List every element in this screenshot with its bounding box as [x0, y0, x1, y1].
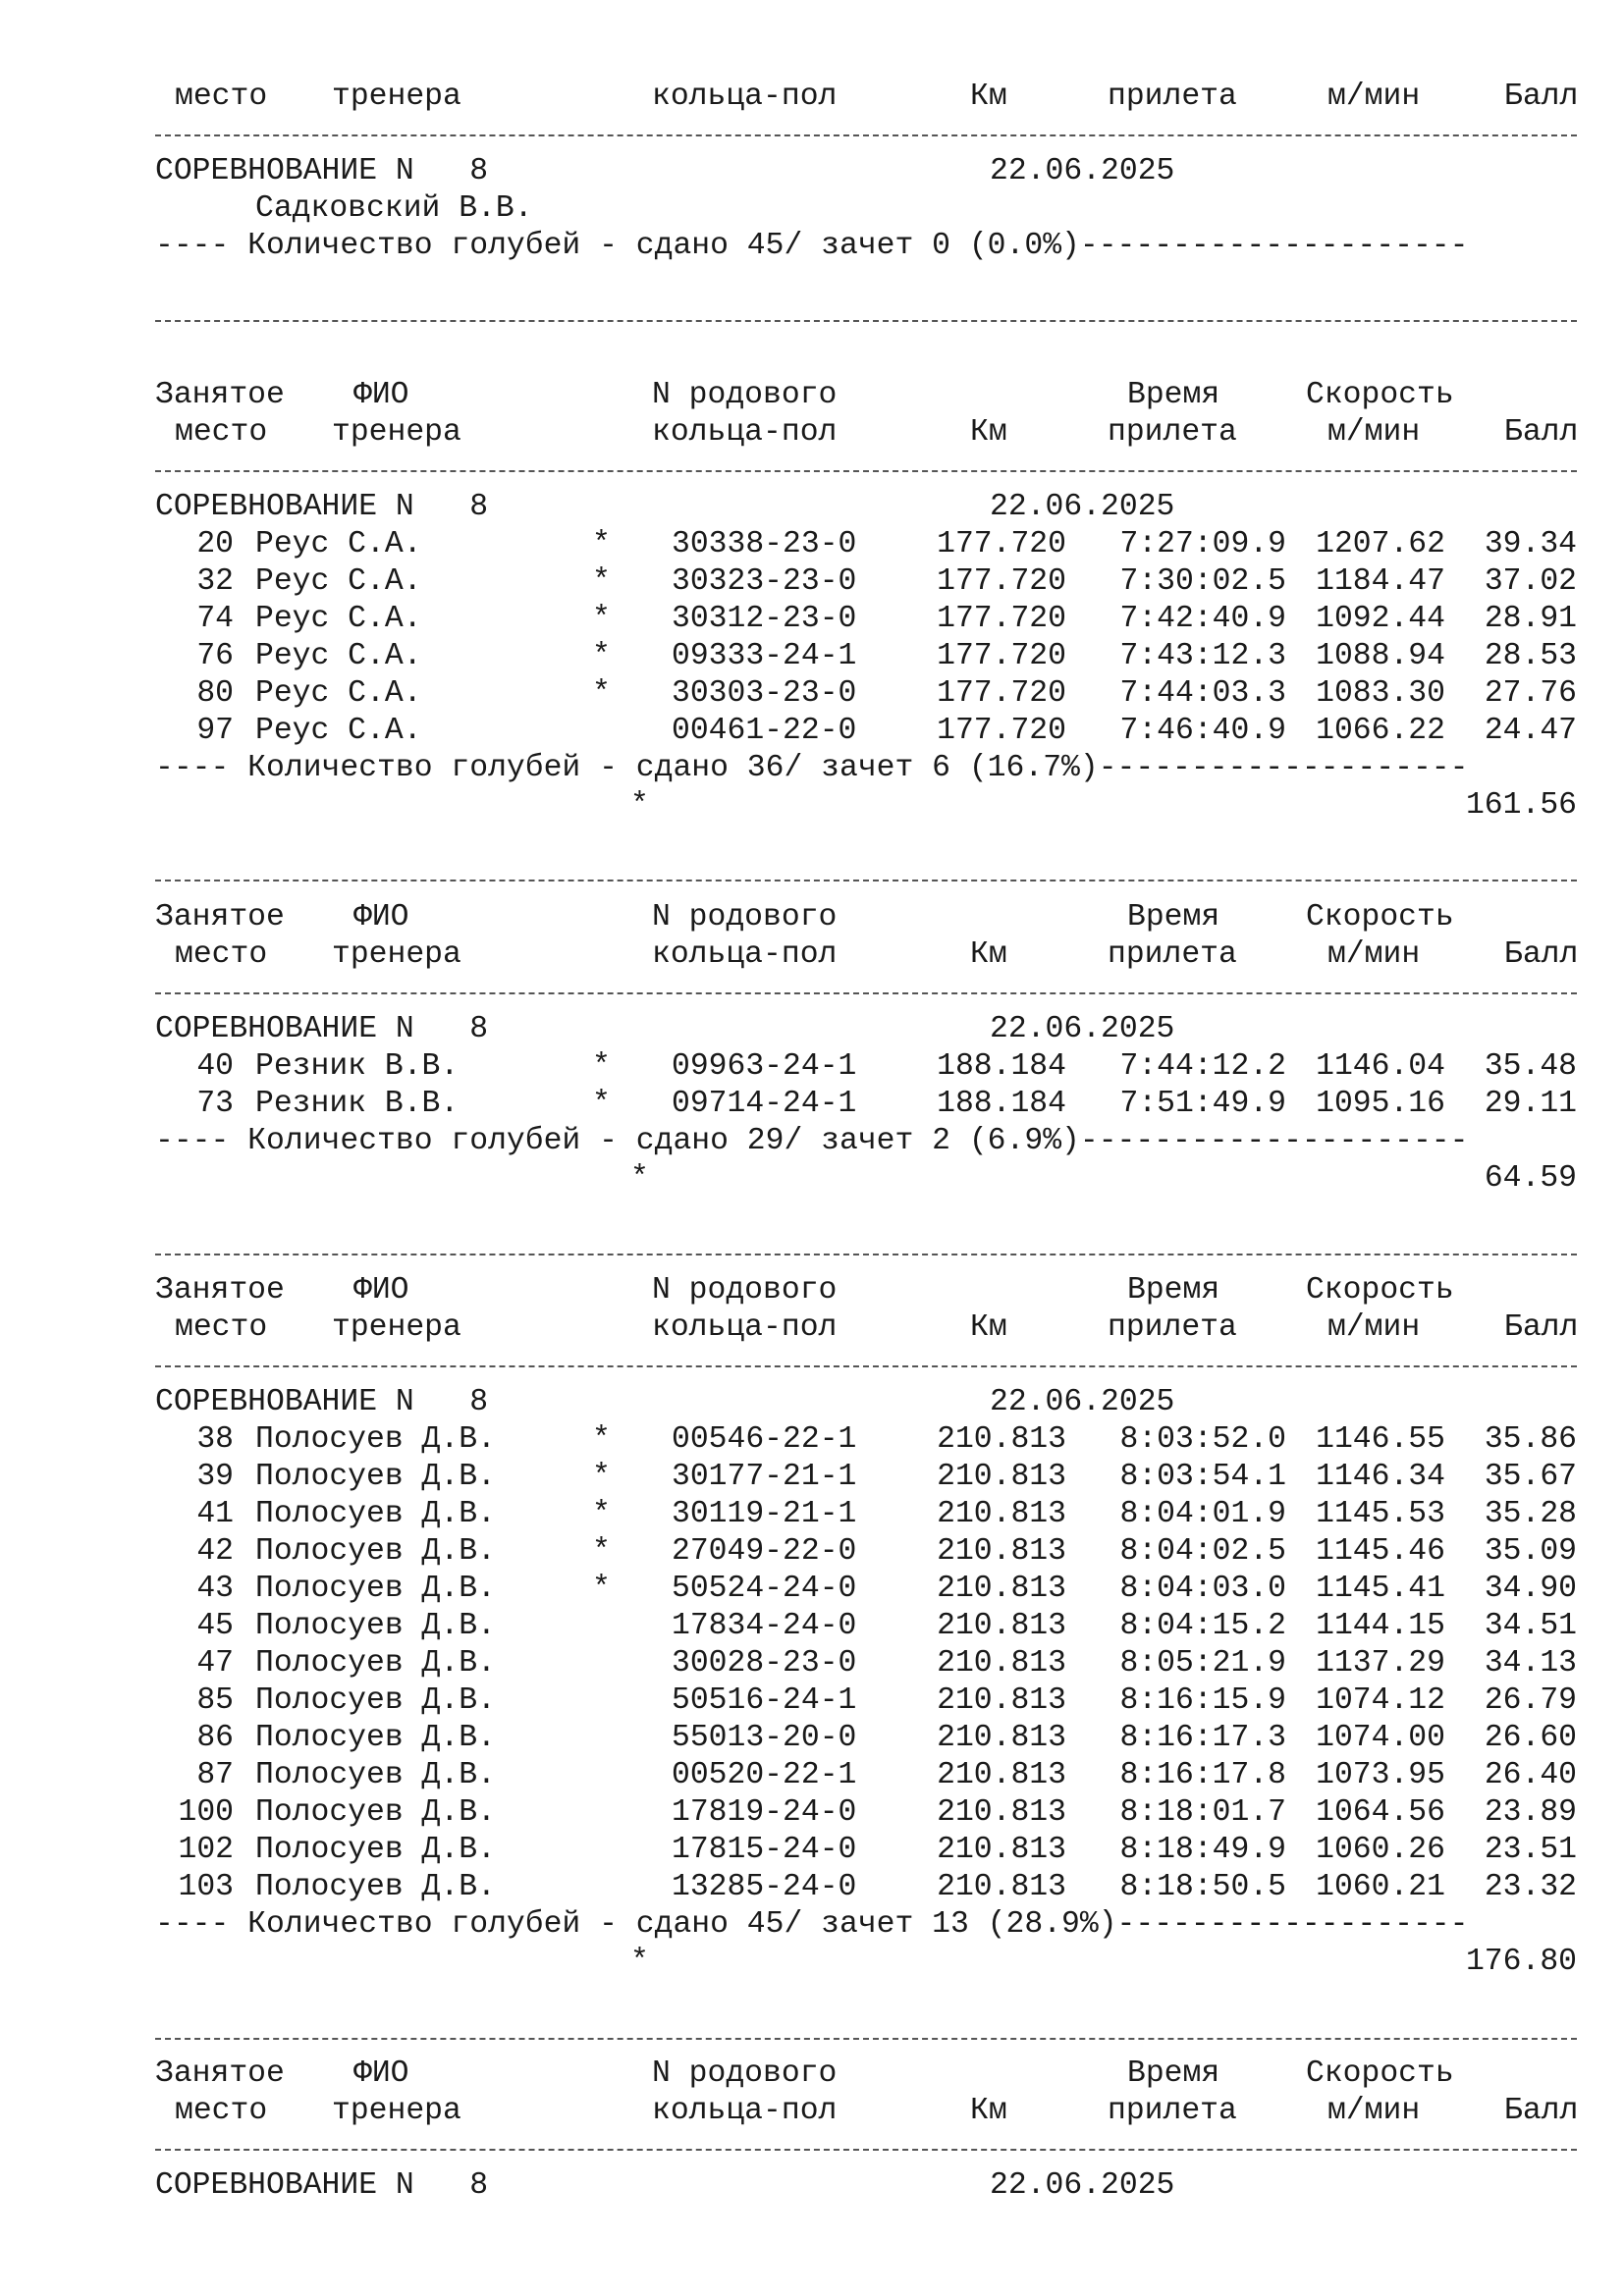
col-occupied-label: Занятое: [155, 1273, 285, 1308]
cell-ring: 09963-24-1: [672, 1049, 857, 1084]
cell-speed: 1146.04: [1316, 1049, 1445, 1084]
cell-time: 7:30:02.5: [1119, 564, 1286, 599]
col-trainer-label: тренера: [332, 937, 461, 972]
cell-ring: 30338-23-0: [672, 527, 857, 561]
cell-speed: 1095.16: [1316, 1087, 1445, 1121]
cell-score: 28.91: [1484, 602, 1577, 636]
cell-place: 45: [196, 1609, 234, 1643]
col-score-label: Балл: [1504, 1310, 1579, 1345]
cell-score: 26.40: [1484, 1758, 1577, 1792]
col-fio-label: ФИО: [353, 1273, 409, 1308]
cell-km: 210.813: [937, 1497, 1066, 1531]
cell-ring: 55013-20-0: [672, 1721, 857, 1755]
cell-name: Полосуев Д.В.: [255, 1683, 496, 1718]
cell-km: 177.720: [937, 676, 1066, 711]
cell-score: 37.02: [1484, 564, 1577, 599]
cell-place: 40: [196, 1049, 234, 1084]
col-score-label: Балл: [1504, 2094, 1579, 2128]
cell-place: 87: [196, 1758, 234, 1792]
cell-speed: 1060.26: [1316, 1833, 1445, 1867]
cell-place: 85: [196, 1683, 234, 1718]
cell-km: 210.813: [937, 1572, 1066, 1606]
cell-name: Полосуев Д.В.: [255, 1572, 496, 1606]
cell-place: 103: [178, 1870, 234, 1904]
cell-place: 47: [196, 1646, 234, 1681]
cell-speed: 1144.15: [1316, 1609, 1445, 1643]
cell-score: 35.28: [1484, 1497, 1577, 1531]
col-place-label: место: [175, 1310, 268, 1345]
col-occupied-label: Занятое: [155, 2056, 285, 2091]
cell-speed: 1083.30: [1316, 676, 1445, 711]
cell-name: Реус С.А.: [255, 714, 422, 748]
cell-speed: 1088.94: [1316, 639, 1445, 673]
cell-ring: 09333-24-1: [672, 639, 857, 673]
col-time-label: Время: [1127, 2056, 1220, 2091]
cell-name: Резник В.В.: [255, 1049, 460, 1084]
cell-ring: 50524-24-0: [672, 1572, 857, 1606]
competition-title: СОРЕВНОВАНИЕ N 8: [155, 490, 489, 524]
col-km-label: Км: [970, 1310, 1007, 1345]
cell-score: 35.09: [1484, 1534, 1577, 1569]
cell-time: 7:43:12.3: [1119, 639, 1286, 673]
cell-time: 8:04:15.2: [1119, 1609, 1286, 1643]
cell-name: Полосуев Д.В.: [255, 1721, 496, 1755]
cell-km: 210.813: [937, 1833, 1066, 1867]
cell-speed: 1066.22: [1316, 714, 1445, 748]
col-fio-label: ФИО: [353, 2056, 409, 2091]
col-speed-unit-label: м/мин: [1327, 415, 1421, 450]
cell-km: 210.813: [937, 1870, 1066, 1904]
cell-time: 7:46:40.9: [1119, 714, 1286, 748]
cell-score: 35.67: [1484, 1460, 1577, 1494]
col-trainer-label: тренера: [332, 80, 461, 114]
cell-km: 177.720: [937, 602, 1066, 636]
cell-time: 7:27:09.9: [1119, 527, 1286, 561]
cell-speed: 1145.46: [1316, 1534, 1445, 1569]
divider: [155, 880, 1577, 881]
cell-ring: 30028-23-0: [672, 1646, 857, 1681]
cell-score: 39.34: [1484, 527, 1577, 561]
cell-speed: 1092.44: [1316, 602, 1445, 636]
cell-name: Полосуев Д.В.: [255, 1497, 496, 1531]
cell-name: Полосуев Д.В.: [255, 1870, 496, 1904]
col-speed-label: Скорость: [1306, 2056, 1454, 2091]
cell-mark: *: [592, 602, 611, 636]
cell-ring: 17834-24-0: [672, 1609, 857, 1643]
cell-km: 210.813: [937, 1683, 1066, 1718]
col-trainer-label: тренера: [332, 1310, 461, 1345]
cell-score: 23.32: [1484, 1870, 1577, 1904]
col-arrival-label: прилета: [1108, 937, 1237, 972]
cell-speed: 1137.29: [1316, 1646, 1445, 1681]
cell-place: 39: [196, 1460, 234, 1494]
summary-line: ---- Количество голубей - сдано 29/ зачет 2 (6.9%)---------------------: [155, 1124, 1469, 1158]
cell-km: 210.813: [937, 1422, 1066, 1457]
cell-mark: *: [592, 676, 611, 711]
cell-score: 26.79: [1484, 1683, 1577, 1718]
col-speed-unit-label: м/мин: [1327, 2094, 1421, 2128]
cell-mark: *: [592, 1422, 611, 1457]
summary-line: ---- Количество голубей - сдано 36/ зачет 6 (16.7%)--------------------: [155, 751, 1469, 785]
cell-place: 73: [196, 1087, 234, 1121]
cell-time: 7:51:49.9: [1119, 1087, 1286, 1121]
summary-line: ---- Количество голубей - сдано 45/ зачет 0 (0.0%)---------------------: [155, 229, 1469, 263]
divider: [155, 470, 1577, 472]
cell-mark: *: [592, 1572, 611, 1606]
section-total: 176.80: [1465, 1945, 1577, 1979]
cell-time: 8:18:49.9: [1119, 1833, 1286, 1867]
col-speed-label: Скорость: [1306, 1273, 1454, 1308]
competition-title: СОРЕВНОВАНИЕ N 8: [155, 1385, 489, 1419]
cell-time: 8:05:21.9: [1119, 1646, 1286, 1681]
cell-ring: 00461-22-0: [672, 714, 857, 748]
cell-speed: 1074.00: [1316, 1721, 1445, 1755]
competition-date: 22.06.2025: [990, 490, 1175, 524]
cell-name: Реус С.А.: [255, 564, 422, 599]
cell-km: 177.720: [937, 527, 1066, 561]
cell-time: 7:44:12.2: [1119, 1049, 1286, 1084]
col-arrival-label: прилета: [1108, 80, 1237, 114]
cell-km: 177.720: [937, 639, 1066, 673]
cell-place: 32: [196, 564, 234, 599]
col-ring-no-label: N родового: [652, 1273, 838, 1308]
competition-title: СОРЕВНОВАНИЕ N 8: [155, 1012, 489, 1046]
col-fio-label: ФИО: [353, 900, 409, 934]
cell-speed: 1060.21: [1316, 1870, 1445, 1904]
cell-name: Резник В.В.: [255, 1087, 460, 1121]
col-km-label: Км: [970, 937, 1007, 972]
col-trainer-label: тренера: [332, 415, 461, 450]
cell-time: 8:18:01.7: [1119, 1795, 1286, 1830]
competition-date: 22.06.2025: [990, 2168, 1175, 2203]
cell-mark: *: [592, 1087, 611, 1121]
cell-score: 28.53: [1484, 639, 1577, 673]
cell-score: 34.51: [1484, 1609, 1577, 1643]
section-total: 64.59: [1484, 1161, 1577, 1196]
cell-speed: 1146.55: [1316, 1422, 1445, 1457]
divider: [155, 992, 1577, 994]
cell-km: 210.813: [937, 1758, 1066, 1792]
cell-time: 8:04:01.9: [1119, 1497, 1286, 1531]
cell-name: Полосуев Д.В.: [255, 1460, 496, 1494]
cell-mark: *: [592, 564, 611, 599]
cell-km: 210.813: [937, 1721, 1066, 1755]
summary-line: ---- Количество голубей - сдано 45/ зачет 13 (28.9%)-------------------: [155, 1907, 1469, 1942]
total-star: *: [630, 1945, 649, 1979]
cell-name: Полосуев Д.В.: [255, 1534, 496, 1569]
col-place-label: место: [175, 415, 268, 450]
col-speed-unit-label: м/мин: [1327, 937, 1421, 972]
col-speed-label: Скорость: [1306, 900, 1454, 934]
owner-name: Садковский В.В.: [255, 191, 533, 226]
col-occupied-label: Занятое: [155, 900, 285, 934]
total-star: *: [630, 788, 649, 823]
col-ring-sex-label: кольца-пол: [652, 2094, 838, 2128]
cell-name: Реус С.А.: [255, 602, 422, 636]
cell-speed: 1145.41: [1316, 1572, 1445, 1606]
cell-speed: 1074.12: [1316, 1683, 1445, 1718]
col-score-label: Балл: [1504, 80, 1579, 114]
col-ring-no-label: N родового: [652, 900, 838, 934]
competition-date: 22.06.2025: [990, 1385, 1175, 1419]
cell-place: 100: [178, 1795, 234, 1830]
competition-date: 22.06.2025: [990, 1012, 1175, 1046]
cell-score: 24.47: [1484, 714, 1577, 748]
col-speed-unit-label: м/мин: [1327, 1310, 1421, 1345]
cell-ring: 17819-24-0: [672, 1795, 857, 1830]
divider: [155, 1254, 1577, 1255]
divider: [155, 2149, 1577, 2151]
cell-km: 188.184: [937, 1087, 1066, 1121]
cell-time: 8:04:02.5: [1119, 1534, 1286, 1569]
cell-name: Реус С.А.: [255, 527, 422, 561]
col-ring-no-label: N родового: [652, 2056, 838, 2091]
col-place-label: место: [175, 80, 268, 114]
cell-place: 20: [196, 527, 234, 561]
divider: [155, 134, 1577, 136]
cell-mark: *: [592, 527, 611, 561]
col-arrival-label: прилета: [1108, 415, 1237, 450]
col-score-label: Балл: [1504, 937, 1579, 972]
col-ring-no-label: N родового: [652, 378, 838, 412]
cell-place: 76: [196, 639, 234, 673]
cell-score: 27.76: [1484, 676, 1577, 711]
section-total: 161.56: [1465, 788, 1577, 823]
col-km-label: Км: [970, 80, 1007, 114]
total-star: *: [630, 1161, 649, 1196]
cell-km: 188.184: [937, 1049, 1066, 1084]
col-km-label: Км: [970, 415, 1007, 450]
col-place-label: место: [175, 2094, 268, 2128]
cell-name: Полосуев Д.В.: [255, 1646, 496, 1681]
col-arrival-label: прилета: [1108, 2094, 1237, 2128]
cell-km: 210.813: [937, 1609, 1066, 1643]
col-ring-sex-label: кольца-пол: [652, 80, 838, 114]
cell-time: 8:16:17.3: [1119, 1721, 1286, 1755]
cell-speed: 1073.95: [1316, 1758, 1445, 1792]
col-time-label: Время: [1127, 900, 1220, 934]
divider: [155, 320, 1577, 322]
cell-place: 102: [178, 1833, 234, 1867]
cell-speed: 1064.56: [1316, 1795, 1445, 1830]
divider: [155, 1365, 1577, 1367]
col-trainer-label: тренера: [332, 2094, 461, 2128]
cell-speed: 1145.53: [1316, 1497, 1445, 1531]
cell-place: 97: [196, 714, 234, 748]
cell-km: 210.813: [937, 1646, 1066, 1681]
cell-place: 74: [196, 602, 234, 636]
cell-name: Полосуев Д.В.: [255, 1795, 496, 1830]
cell-time: 8:16:17.8: [1119, 1758, 1286, 1792]
col-time-label: Время: [1127, 1273, 1220, 1308]
cell-ring: 00546-22-1: [672, 1422, 857, 1457]
cell-score: 35.86: [1484, 1422, 1577, 1457]
cell-speed: 1146.34: [1316, 1460, 1445, 1494]
cell-ring: 30177-21-1: [672, 1460, 857, 1494]
cell-time: 7:42:40.9: [1119, 602, 1286, 636]
cell-score: 34.13: [1484, 1646, 1577, 1681]
cell-mark: *: [592, 1534, 611, 1569]
cell-place: 38: [196, 1422, 234, 1457]
cell-time: 8:16:15.9: [1119, 1683, 1286, 1718]
col-ring-sex-label: кольца-пол: [652, 1310, 838, 1345]
col-ring-sex-label: кольца-пол: [652, 937, 838, 972]
cell-time: 8:04:03.0: [1119, 1572, 1286, 1606]
col-fio-label: ФИО: [353, 378, 409, 412]
col-score-label: Балл: [1504, 415, 1579, 450]
cell-name: Полосуев Д.В.: [255, 1422, 496, 1457]
col-time-label: Время: [1127, 378, 1220, 412]
col-place-label: место: [175, 937, 268, 972]
cell-name: Полосуев Д.В.: [255, 1758, 496, 1792]
cell-ring: 27049-22-0: [672, 1534, 857, 1569]
cell-ring: 13285-24-0: [672, 1870, 857, 1904]
cell-km: 210.813: [937, 1795, 1066, 1830]
cell-km: 210.813: [937, 1534, 1066, 1569]
cell-ring: 00520-22-1: [672, 1758, 857, 1792]
cell-name: Полосуев Д.В.: [255, 1833, 496, 1867]
col-arrival-label: прилета: [1108, 1310, 1237, 1345]
cell-place: 42: [196, 1534, 234, 1569]
competition-title: СОРЕВНОВАНИЕ N 8: [155, 154, 489, 188]
cell-score: 23.89: [1484, 1795, 1577, 1830]
cell-time: 8:03:52.0: [1119, 1422, 1286, 1457]
cell-time: 7:44:03.3: [1119, 676, 1286, 711]
cell-score: 26.60: [1484, 1721, 1577, 1755]
cell-place: 41: [196, 1497, 234, 1531]
cell-ring: 30119-21-1: [672, 1497, 857, 1531]
col-occupied-label: Занятое: [155, 378, 285, 412]
competition-date: 22.06.2025: [990, 154, 1175, 188]
cell-mark: *: [592, 639, 611, 673]
cell-km: 210.813: [937, 1460, 1066, 1494]
cell-name: Реус С.А.: [255, 639, 422, 673]
cell-ring: 50516-24-1: [672, 1683, 857, 1718]
cell-mark: *: [592, 1497, 611, 1531]
cell-time: 8:03:54.1: [1119, 1460, 1286, 1494]
cell-ring: 30303-23-0: [672, 676, 857, 711]
cell-place: 43: [196, 1572, 234, 1606]
cell-mark: *: [592, 1049, 611, 1084]
cell-score: 29.11: [1484, 1087, 1577, 1121]
divider: [155, 2038, 1577, 2040]
cell-name: Реус С.А.: [255, 676, 422, 711]
cell-ring: 17815-24-0: [672, 1833, 857, 1867]
cell-km: 177.720: [937, 564, 1066, 599]
col-km-label: Км: [970, 2094, 1007, 2128]
cell-ring: 30323-23-0: [672, 564, 857, 599]
cell-speed: 1184.47: [1316, 564, 1445, 599]
cell-place: 86: [196, 1721, 234, 1755]
cell-ring: 30312-23-0: [672, 602, 857, 636]
col-speed-label: Скорость: [1306, 378, 1454, 412]
col-ring-sex-label: кольца-пол: [652, 415, 838, 450]
cell-score: 23.51: [1484, 1833, 1577, 1867]
cell-speed: 1207.62: [1316, 527, 1445, 561]
cell-score: 35.48: [1484, 1049, 1577, 1084]
cell-mark: *: [592, 1460, 611, 1494]
cell-ring: 09714-24-1: [672, 1087, 857, 1121]
cell-score: 34.90: [1484, 1572, 1577, 1606]
competition-title: СОРЕВНОВАНИЕ N 8: [155, 2168, 489, 2203]
cell-place: 80: [196, 676, 234, 711]
col-speed-unit-label: м/мин: [1327, 80, 1421, 114]
cell-km: 177.720: [937, 714, 1066, 748]
cell-name: Полосуев Д.В.: [255, 1609, 496, 1643]
cell-time: 8:18:50.5: [1119, 1870, 1286, 1904]
